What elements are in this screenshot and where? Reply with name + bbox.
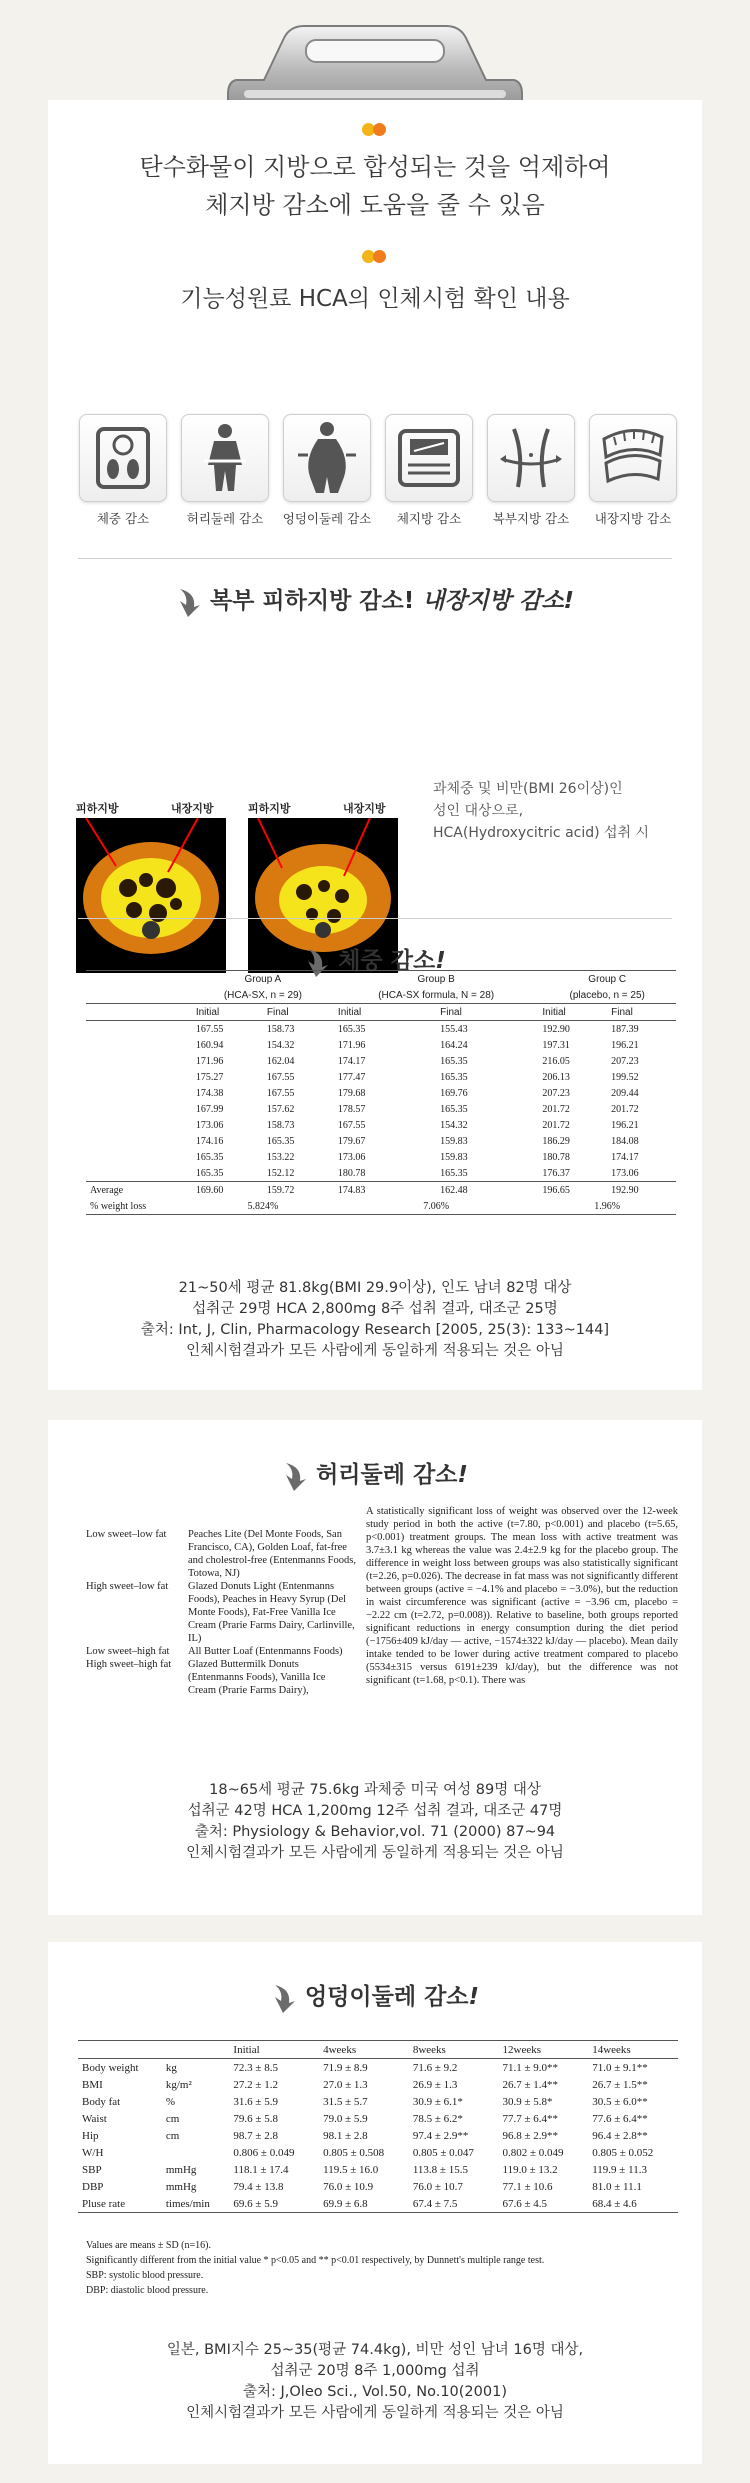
hca-title: 기능성원료 HCA의 인체시험 확인 내용 — [180, 286, 570, 312]
table-row: Hip cm 98.7 ± 2.8 98.1 ± 2.8 97.4 ± 2.9** 96.8 ± 2.9** 96.4 ± 2.8** — [82, 2129, 648, 2142]
benefit-icons — [78, 414, 678, 526]
scan-description: 과체중 및 비만(BMI 26이상)인 성인 대상으로, HCA(Hydroxycitric acid) 섭취 시 — [433, 781, 650, 841]
waist-study-caption: 18~65세 평균 75.6kg 과체중 미국 여성 89명 대상 섭취군 42명 HCA 1,200mg 12주 섭취 결과, 대조군 47명 출처: Physiology & Behavior,vol. 71 (2000) 87~94 인체시험결과가 모든 사람에게 동일하게 적용되는 것은 아님 — [186, 1782, 564, 1861]
table-row: Body weight kg 72.3 ± 8.5 71.9 ± 8.9 71.6 ± 9.2 71.1 ± 9.0** 71.0 ± 9.1** — [82, 2061, 648, 2074]
benefit-visceral: 내장지방 감소 — [588, 414, 678, 527]
table-row: Body fat % 31.6 ± 5.9 31.5 ± 5.7 30.9 ± 6.1* 30.9 ± 5.8* 30.5 ± 6.0** — [82, 2095, 648, 2108]
section-divider — [78, 918, 672, 919]
section-divider — [78, 558, 672, 559]
study-text: A statistically significant loss of weight was observed over the 12-week study period in both the active (t=7.80, p<0.001) and placebo (t=5.65, p<0.001) treatment groups. The mean loss with active treatment was 3.7±3.1 kg whereas the value was 2.4±2.9 kg for the placebo group. The difference in weight loss between groups was also statistically significant (t=2.26, p=0.026). The decrease in fat mass was not significantly different between groups (active = −4.1% and placebo = −3.0%), but the reduction in waist circumference was significant (active = −3.96 cm, placebo = −2.22 cm (t=2.72, p=0.008)). Relative to baseline, both groups reported significant reductions in energy consumption during the diet period (−1756±409 kJ/day — active, −1574±322 kJ/day — placebo). Mean daily intake tended to be lower during active treatment compared to placebo (5534±315 versus 6191±239 kJ/day), but the difference was not significant (t=1.68, p<0.1). There was — [366, 1506, 678, 1686]
waist-panel — [48, 1420, 702, 1915]
arrow-down-icon — [176, 587, 204, 617]
list-item: Low sweet–high fat All Butter Loaf (Entenmanns Foods) — [86, 1646, 343, 1657]
ct-scan-after: 피하지방 내장지방 — [248, 818, 398, 973]
intro-line-1: 탄수화물이 지방으로 합성되는 것을 억제하여 — [139, 153, 611, 181]
list-item: High sweet–high fat Glazed Buttermilk Donuts (Entenmanns Foods), Vanilla Ice Cream (Prarie Farms Dairy), — [86, 1659, 326, 1696]
table-row: 167.55 158.73 165.35 155.43 192.90 187.39 — [195, 1023, 639, 1035]
accent-dots-icon — [362, 123, 388, 137]
table-row: DBP mmHg 79.4 ± 13.8 76.0 ± 10.9 76.0 ± 10.7 77.1 ± 10.6 81.0 ± 11.1 — [82, 2180, 642, 2193]
hip-panel — [48, 1942, 702, 2464]
list-item: High sweet–low fat Glazed Donuts Light (Entenmanns Foods), Peaches in Heavy Syrup (Del Monte Foods), Fat-Free Vanilla Ice Cream (Prarie Farms Dairy, Carlinville, IL) — [86, 1581, 355, 1644]
table-row: 167.99 157.62 178.57 165.35 201.72 201.72 — [195, 1103, 639, 1115]
table-row: W/H 0.806 ± 0.049 0.805 ± 0.508 0.805 ± 0.047 0.802 ± 0.049 0.805 ± 0.052 — [82, 2146, 654, 2159]
table-header: Initial 4weeks 8weeks 12weeks 14weeks — [78, 2041, 678, 2059]
hip-person-icon — [284, 415, 370, 501]
hip-section-title: 엉덩이둘레 감소! — [48, 1978, 702, 2013]
table-row: 173.06 158.73 167.55 154.32 201.72 196.21 — [195, 1119, 639, 1131]
waist-section-title: 허리둘레 감소! — [48, 1456, 702, 1491]
table-row: 171.96 162.04 174.17 165.35 216.05 207.23 — [195, 1055, 639, 1067]
benefit-body-fat: 체지방 감소 — [384, 414, 474, 527]
hip-study-caption: 일본, BMI지수 25~35(평균 74.4kg), 비만 성인 남녀 16명 대상, 섭취군 20명 8주 1,000mg 섭취 출처: J,Oleo Sci., Vol.50, No.10(2001) 인체시험결과가 모든 사람에게 동일하게 적용되는 것은 아님 — [166, 2342, 584, 2421]
table-row: BMI kg/m² 27.2 ± 1.2 27.0 ± 1.3 26.9 ± 1.3 26.7 ± 1.4** 26.7 ± 1.5** — [82, 2078, 648, 2091]
list-item: Low sweet–low fat Peaches Lite (Del Monte Foods, San Francisco, CA), Golden Loaf, fat-free and cholestrol-free (Entenmanns Foods, Totowa, NJ) — [86, 1529, 356, 1579]
ct-scan-before: 피하지방 내장지방 — [76, 818, 226, 973]
arrow-down-icon — [271, 1983, 299, 2013]
hip-data-table — [78, 2040, 678, 2213]
weight-loss-table: Group A Group B Group C (HCA-SX, n = 29) (HCA-SX formula, N = 28) (placebo, n = 25) Initial Final Initial Final Initial Final 167.55 158.73 165.35 155.43 192.90 187.39 160.94 154.32 171.96 164.24 197.31 196.21 171.96 162.04 174.17 165.35 216.05 207.23 175.27 167.55 177.47 165.35 206.13 199.52 174.38 167.55 179.68 169.76 207.23 209.44 167.99 157.62 178.57 165.35 201.72 201.72 173.06 158.73 167.55 154.32 201.72 196.21 174.16 165.35 179.67 159.83 186.29 184.08 165.35 153.22 173.06 159.83 180.78 174.17 165.35 152.12 180.78 165.35 176.37 173.06 Average 169.60 159.72 174.83 162.48 196.65 192.90 % weight loss 5.824% 7.06% 1.96% — [86, 970, 676, 1215]
table-row: 175.27 167.55 177.47 165.35 206.13 199.52 — [195, 1071, 639, 1083]
benefit-waist: 허리둘레 감소 — [180, 414, 270, 527]
weight-section-title: 체중 감소! — [48, 942, 702, 977]
body-fat-scale-icon — [386, 415, 472, 501]
weight-study-caption: 21~50세 평균 81.8kg(BMI 29.9이상), 인도 남녀 82명 대상 섭취군 29명 HCA 2,800mg 8주 섭취 결과, 대조군 25명 출처: Int, J, Clin, Pharmacology Research [2005, 25(3): 133~144] 인체시험결과가 모든 사람에게 동일하게 적용되는 것은 아님 — [140, 1280, 610, 1359]
scale-icon — [80, 415, 166, 501]
table-row: 160.94 154.32 171.96 164.24 197.31 196.21 — [195, 1039, 639, 1051]
table-row: Waist cm 79.6 ± 5.8 79.0 ± 5.9 78.5 ± 6.2* 77.7 ± 6.4** 77.6 ± 6.4** — [82, 2112, 648, 2125]
abdomen-icon — [488, 415, 574, 501]
benefit-hip: 엉덩이둘레 감소 — [282, 414, 372, 527]
benefit-weight: 체중 감소 — [78, 414, 168, 527]
table-row: SBP mmHg 118.1 ± 17.4 119.5 ± 16.0 113.8 ± 15.5 119.0 ± 13.2 119.9 ± 11.3 — [82, 2163, 647, 2176]
intro-headline — [48, 148, 702, 224]
table-row: 174.38 167.55 179.68 169.76 207.23 209.44 — [195, 1087, 639, 1099]
table-row: Pluse rate times/min 69.6 ± 5.9 69.9 ± 6.8 67.4 ± 7.5 67.6 ± 4.5 68.4 ± 4.6 — [78, 2195, 678, 2213]
abdominal-section-title: 복부 피하지방 감소! 내장지방 감소! — [48, 582, 702, 617]
hca-info-panel — [48, 100, 702, 1390]
intro-line-2: 체지방 감소에 도움을 줄 수 있음 — [205, 191, 545, 219]
benefit-abdominal: 복부지방 감소 — [486, 414, 576, 527]
table-row: 174.16 165.35 179.67 159.83 186.29 184.08 — [195, 1135, 639, 1147]
arrow-down-icon — [282, 1461, 310, 1491]
table-row: 165.35 153.22 173.06 159.83 180.78 174.17 — [195, 1151, 639, 1163]
table-notes: Values are means ± SD (n=16). Significantly different from the initial value * p<0.05 and ** p<0.01 respectively, by Dunnett's multiple range test. SBP: systolic blood pressure. DBP: diastolic blood pressure. — [86, 2240, 545, 2296]
food-list — [86, 1528, 356, 1697]
waist-person-icon — [182, 415, 268, 501]
accent-dots-icon — [362, 250, 388, 264]
table-row: 165.35 152.12 180.78 165.35 176.37 173.06 — [195, 1167, 639, 1179]
tape-measure-icon — [590, 415, 676, 501]
